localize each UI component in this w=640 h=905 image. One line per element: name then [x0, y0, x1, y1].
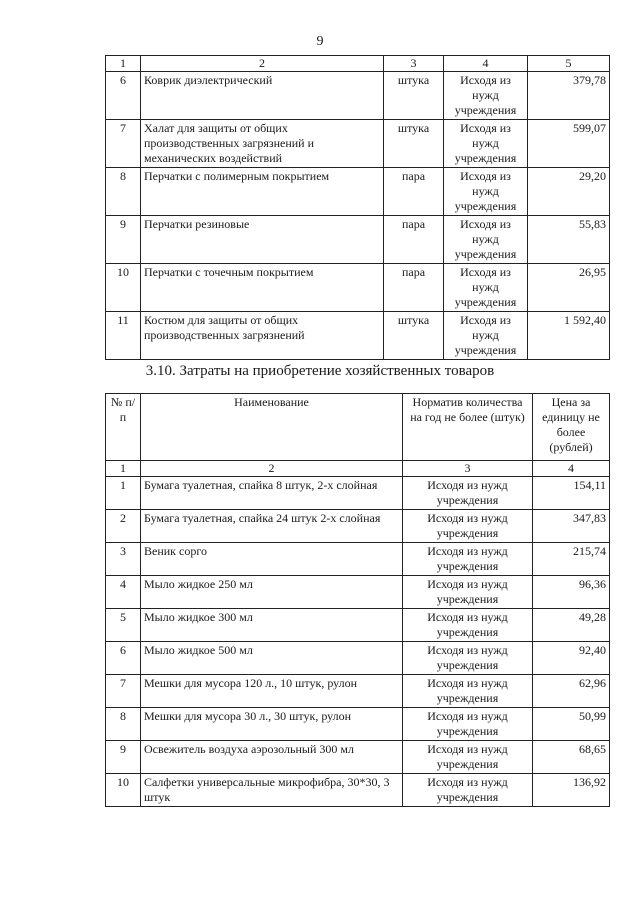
header-norm: Норматив количества на год не более (штук): [403, 394, 533, 461]
row-number: 9: [106, 741, 141, 774]
section-title: 3.10. Затраты на приобретение хозяйственных товаров: [145, 363, 495, 379]
item-name: Мыло жидкое 250 мл: [141, 576, 403, 609]
item-unit: пара: [384, 216, 444, 264]
item-norm: Исходя из нужд учреждения: [403, 708, 533, 741]
column-number: 3: [403, 461, 533, 477]
item-price: 26,95: [528, 264, 610, 312]
row-number: 10: [106, 264, 141, 312]
item-norm: Исходя из нужд учреждения: [444, 312, 528, 360]
table-row: [106, 264, 610, 312]
column-number: 2: [141, 56, 384, 72]
table-row: [106, 120, 610, 168]
header-name: Наименование: [141, 394, 403, 461]
item-norm: Исходя из нужд учреждения: [444, 72, 528, 120]
column-number: 4: [533, 461, 610, 477]
item-price: 154,11: [533, 477, 610, 510]
item-name: Бумага туалетная, спайка 8 штук, 2-х слойная: [141, 477, 403, 510]
item-name: Мешки для мусора 120 л., 10 штук, рулон: [141, 675, 403, 708]
table-row: [106, 609, 610, 642]
item-price: 92,40: [533, 642, 610, 675]
table-row: [106, 543, 610, 576]
row-number: 10: [106, 774, 141, 807]
item-name: Коврик диэлектрический: [141, 72, 384, 120]
item-norm: Исходя из нужд учреждения: [403, 609, 533, 642]
item-norm: Исходя из нужд учреждения: [444, 168, 528, 216]
row-number: 4: [106, 576, 141, 609]
item-name: Веник сорго: [141, 543, 403, 576]
table-row: [106, 708, 610, 741]
item-unit: штука: [384, 120, 444, 168]
item-name: Мыло жидкое 500 мл: [141, 642, 403, 675]
row-number: 11: [106, 312, 141, 360]
table-row: [106, 312, 610, 360]
table-row: [106, 216, 610, 264]
header-price: Цена за единицу не более (рублей): [533, 394, 610, 461]
table-row: [106, 477, 610, 510]
row-number: 7: [106, 120, 141, 168]
item-norm: Исходя из нужд учреждения: [444, 264, 528, 312]
item-norm: Исходя из нужд учреждения: [403, 675, 533, 708]
column-number-row: [106, 56, 610, 72]
item-norm: Исходя из нужд учреждения: [403, 510, 533, 543]
item-price: 1 592,40: [528, 312, 610, 360]
row-number: 6: [106, 72, 141, 120]
item-name: Перчатки с точечным покрытием: [141, 264, 384, 312]
item-name: Перчатки резиновые: [141, 216, 384, 264]
row-number: 7: [106, 675, 141, 708]
item-name: Освежитель воздуха аэрозольный 300 мл: [141, 741, 403, 774]
item-name: Бумага туалетная, спайка 24 штук 2-х слойная: [141, 510, 403, 543]
item-price: 96,36: [533, 576, 610, 609]
table-row: [106, 168, 610, 216]
row-number: 3: [106, 543, 141, 576]
item-unit: штука: [384, 72, 444, 120]
item-price: 347,83: [533, 510, 610, 543]
column-number: 5: [528, 56, 610, 72]
item-norm: Исходя из нужд учреждения: [403, 477, 533, 510]
item-price: 599,07: [528, 120, 610, 168]
item-price: 62,96: [533, 675, 610, 708]
header-number: № п/п: [106, 394, 141, 461]
item-name: Перчатки с полимерным покрытием: [141, 168, 384, 216]
row-number: 1: [106, 477, 141, 510]
table-row: [106, 72, 610, 120]
item-norm: Исходя из нужд учреждения: [403, 642, 533, 675]
row-number: 8: [106, 168, 141, 216]
item-price: 379,78: [528, 72, 610, 120]
item-name: Салфетки универсальные микрофибра, 30*30, 3 штук: [141, 774, 403, 807]
table-row: [106, 642, 610, 675]
column-number: 2: [141, 461, 403, 477]
column-number-row: [106, 461, 610, 477]
item-norm: Исходя из нужд учреждения: [444, 120, 528, 168]
item-norm: Исходя из нужд учреждения: [403, 774, 533, 807]
column-number: 4: [444, 56, 528, 72]
item-name: Халат для защиты от общих производственных загрязнений и механических воздействий: [141, 120, 384, 168]
table-header-row: [106, 394, 610, 461]
row-number: 2: [106, 510, 141, 543]
item-name: Мыло жидкое 300 мл: [141, 609, 403, 642]
column-number: 3: [384, 56, 444, 72]
item-norm: Исходя из нужд учреждения: [403, 576, 533, 609]
household-goods-table: [105, 393, 610, 807]
item-norm: Исходя из нужд учреждения: [403, 741, 533, 774]
row-number: 8: [106, 708, 141, 741]
column-number: 1: [106, 461, 141, 477]
item-price: 55,83: [528, 216, 610, 264]
row-number: 6: [106, 642, 141, 675]
item-name: Мешки для мусора 30 л., 30 штук, рулон: [141, 708, 403, 741]
page-number: 9: [316, 34, 324, 49]
table-row: [106, 510, 610, 543]
column-number: 1: [106, 56, 141, 72]
item-name: Костюм для защиты от общих производственных загрязнений: [141, 312, 384, 360]
item-norm: Исходя из нужд учреждения: [444, 216, 528, 264]
table-row: [106, 774, 610, 807]
row-number: 5: [106, 609, 141, 642]
item-price: 49,28: [533, 609, 610, 642]
row-number: 9: [106, 216, 141, 264]
item-price: 136,92: [533, 774, 610, 807]
item-price: 50,99: [533, 708, 610, 741]
item-price: 68,65: [533, 741, 610, 774]
item-norm: Исходя из нужд учреждения: [403, 543, 533, 576]
table-row: [106, 675, 610, 708]
table-row: [106, 741, 610, 774]
item-unit: штука: [384, 312, 444, 360]
item-price: 215,74: [533, 543, 610, 576]
item-unit: пара: [384, 264, 444, 312]
item-unit: пара: [384, 168, 444, 216]
item-price: 29,20: [528, 168, 610, 216]
ppe-table: [105, 55, 610, 360]
table-row: [106, 576, 610, 609]
